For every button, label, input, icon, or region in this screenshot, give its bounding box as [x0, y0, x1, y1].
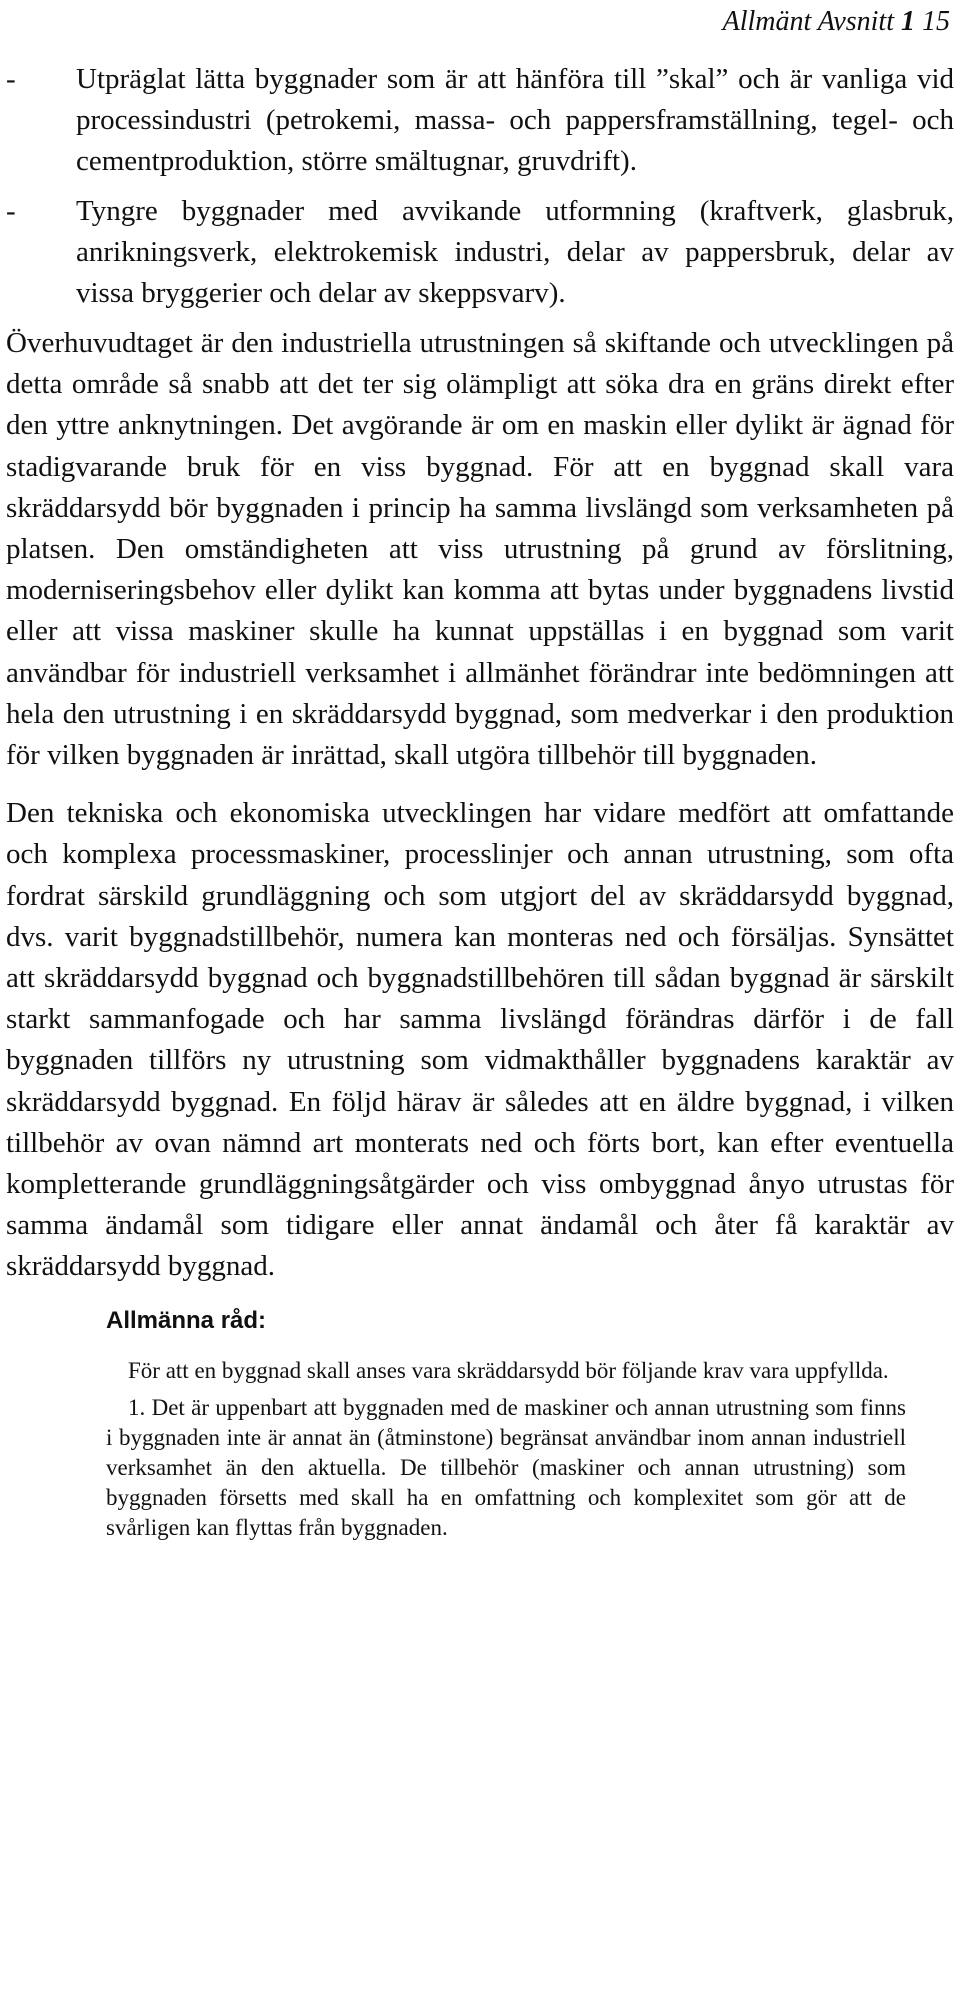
page-header	[723, 4, 950, 40]
bullet-item-light-buildings	[6, 59, 954, 182]
advice-heading: Allmänna råd:	[106, 1306, 267, 1334]
advice-item-1: 1. Det är uppenbart att byggnaden med de maskiner och annan utrustning som finns i byggnaden inte är annat än (åtminstone) begränsat användbar inom annan industriell verksamhet än den aktuella. De tillbehör (maskiner och annan utrustning) som byggnaden försetts med skall ha en omfattning och komplexitet som gör att de svårligen kan flyttas från byggnaden.	[106, 1394, 906, 1540]
body-paragraph-development: Den tekniska och ekonomiska utvecklingen har vidare medfört att omfattande och komplexa processmaskiner, processlinjer och annan utrustning, som ofta fordrat särskild grundläggning och som utgjort del av skräddarsydd byggnad, dvs. varit byggnadstillbehör, numera kan monteras ned och försäljas. Synsättet att skräddarsydd byggnad och byggnadstillbehören till sådan byggnad är särskilt starkt sammanfogade och har samma livslängd förändras därför i de fall byggnaden tillförs ny utrustning som vidmakthåller byggnadens karaktär av skräddarsydd byggnad. En följd härav är således att en äldre byggnad, i vilken tillbehör av ovan nämnd art monterats ned och förts bort, kan efter eventuella kompletterande grundläggningsåtgärder och viss ombyggnad ånyo utrustas för samma ändamål som tidigare eller annat ändamål och åter få karaktär av skräddarsydd byggnad.	[6, 797, 954, 1283]
advice-intro: För att en byggnad skall anses vara skräddarsydd bör följande krav vara uppfyllda.	[128, 1357, 889, 1383]
header-section-number: 1	[901, 6, 915, 37]
bullet-dash: -	[6, 63, 16, 95]
header-prefix: Allmänt Avsnitt	[722, 6, 894, 37]
body-paragraph-equipment: Överhuvudtaget är den industriella utrustningen så skiftande och utvecklingen på detta område så snabb att det ter sig olämpligt att söka dra en gräns direkt efter den yttre anknytningen. Det avgörande är om en maskin eller dylikt är ägnad för stadigvarande bruk för en viss byggnad. För att en byggnad skall vara skräddarsydd bör byggnaden i princip ha samma livslängd som verksamheten på platsen. Den omständigheten att viss utrustning på grund av förslitning, moderniseringsbehov eller dylikt kan komma att bytas under byggnadens livstid eller att vissa maskiner skulle ha kunnat uppställas i en byggnad som varit användbar för industriell verksamhet i allmänhet förändrar inte bedömningen att hela den utrustning i en skräddarsydd byggnad, som medverkar i den produktion för vilken byggnaden är inrättad, skall utgöra tillbehör till byggnaden.	[6, 327, 954, 772]
page-number: 15	[922, 6, 950, 37]
bullet-dash: -	[6, 195, 16, 227]
document-body	[6, 59, 954, 1550]
advice-box	[106, 1356, 906, 1543]
bullet-text: Tyngre byggnader med avvikande utformning (kraftverk, glasbruk, anrikningsverk, elektrokemisk industri, delar av pappersbruk, delar av vissa bryggerier och delar av skeppsvarv).	[76, 195, 954, 309]
bullet-text: Utpräglat lätta byggnader som är att hänföra till ”skal” och är vanliga vid processindustri (petrokemi, massa- och pappersframställning, tegel- och cementproduktion, större smältugnar, gruvdrift).	[76, 63, 954, 177]
bullet-item-heavy-buildings	[6, 191, 954, 314]
